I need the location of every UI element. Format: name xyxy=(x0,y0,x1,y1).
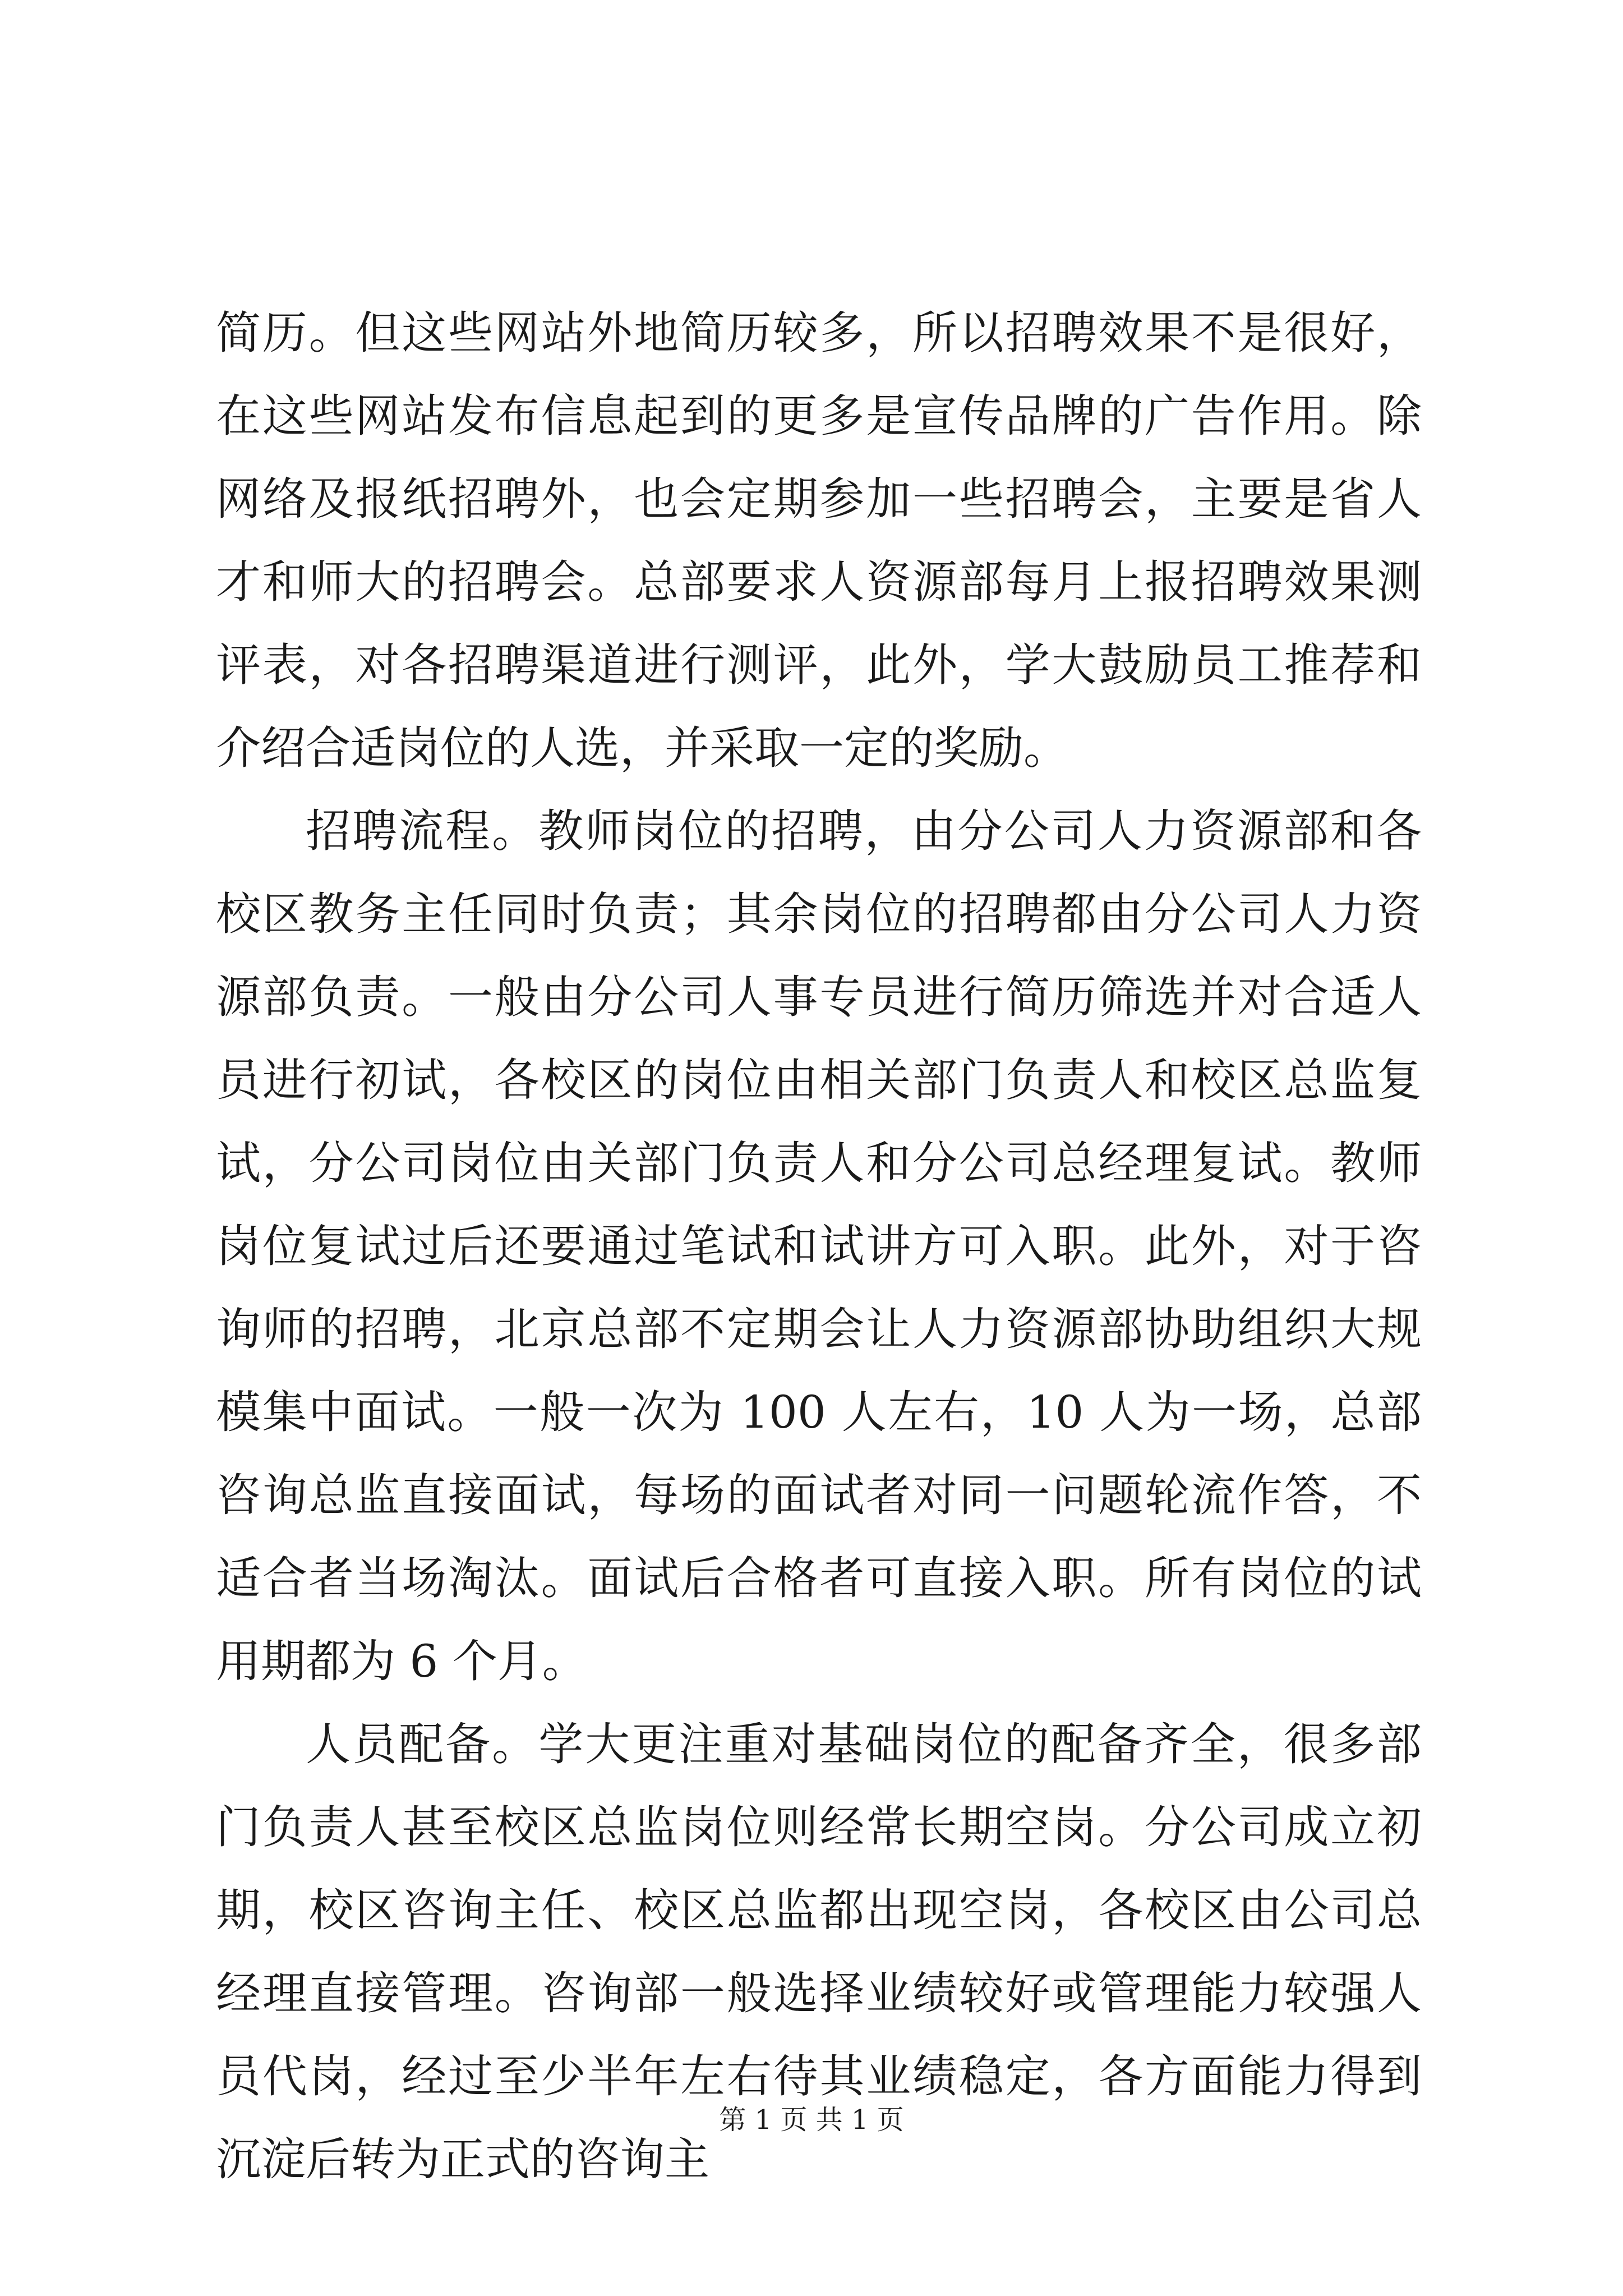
paragraph-recruitment-channels: 简历。但这些网站外地简历较多，所以招聘效果不是很好，在这些网站发布信息起到的更多是宣传品牌的广告作用。除网络及报纸招聘外，也会定期参加一些招聘会，主要是省人才和师大的招聘会。总部要求人资源部每月上报招聘效果测评表，对各招聘渠道进行测评，此外，学大鼓励员工推荐和介绍合适岗位的人选，并采取一定的奖励。 xyxy=(216,307,1422,774)
document-body xyxy=(216,292,1422,2201)
paragraph-staffing: 人员配备。学大更注重对基础岗位的配备齐全，很多部门负责人甚至校区总监岗位则经常长期空岗。分公司成立初期，校区咨询主任、校区总监都出现空岗，各校区由公司总经理直接管理。咨询部一般选择业绩较好或管理能力较强人员代岗，经过至少半年左右待其业绩稳定，各方面能力得到沉淀后转为正式的咨询主 xyxy=(216,1718,1422,2185)
paragraph-recruitment-process: 招聘流程。教师岗位的招聘，由分公司人力资源部和各校区教务主任同时负责；其余岗位的招聘都由分公司人力资源部负责。一般由分公司人事专员进行简历筛选并对合适人员进行初试，各校区的岗位由相关部门负责人和校区总监复试，分公司岗位由关部门负责人和分公司总经理复试。教师岗位复试过后还要通过笔试和试讲方可入职。此外，对于咨询师的招聘，北京总部不定期会让人力资源部协助组织大规模集中面试。一般一次为 100 人左右，10 人为一场，总部咨询总监直接面试，每场的面试者对同一问题轮流作答，不适合者当场淘汰。面试后合格者可直接入职。所有岗位的试用期都为 6 个月。 xyxy=(216,805,1422,1687)
page-footer: 第 1 页 共 1 页 xyxy=(719,2104,904,2136)
